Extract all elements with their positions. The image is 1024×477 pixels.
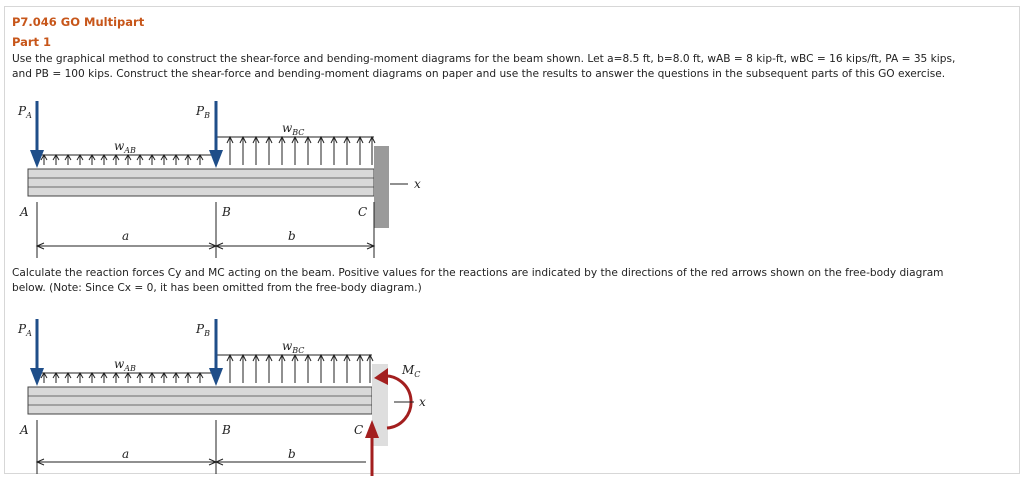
fixed-wall-support xyxy=(374,146,389,228)
beam xyxy=(28,387,372,414)
load-wab-label: $w_{AB}$ xyxy=(114,139,136,155)
beam-diagram xyxy=(10,98,430,260)
distributed-load-ab xyxy=(38,373,215,383)
point-load-pa-label: $P_A$ xyxy=(18,104,32,120)
length-b-label: b xyxy=(288,447,296,461)
beam xyxy=(28,169,374,196)
dimension-line xyxy=(37,243,374,249)
problem-title: P7.046 GO Multipart xyxy=(12,15,145,29)
length-b-label: b xyxy=(288,229,296,243)
free-body-diagram-svg xyxy=(10,316,430,476)
point-c-label: C xyxy=(354,423,364,437)
point-load-pb-label: $P_B$ xyxy=(196,104,210,120)
distributed-load-ab xyxy=(38,155,215,165)
question-text xyxy=(12,266,944,296)
length-a-label: a xyxy=(122,229,130,243)
part-heading: Part 1 xyxy=(12,35,52,49)
point-b-label: B xyxy=(222,423,231,437)
load-wbc-label: $w_{BC}$ xyxy=(282,339,305,355)
load-wab-label: $w_{AB}$ xyxy=(114,357,136,373)
problem-statement xyxy=(12,52,955,82)
point-c-label: C xyxy=(358,205,368,219)
point-b-label: B xyxy=(222,205,231,219)
beam-diagram-svg xyxy=(10,98,430,260)
length-a-label: a xyxy=(122,447,130,461)
point-load-pb-arrow xyxy=(209,319,223,386)
problem-statement-line-2: and PB = 100 kips. Construct the shear-force and bending-moment diagrams on paper and use the results to answer the questions in the subsequent parts of this GO exercise. xyxy=(12,68,946,80)
point-a-label: A xyxy=(20,205,29,219)
distributed-load-bc xyxy=(216,137,375,165)
point-load-pa-label: $P_A$ xyxy=(18,322,32,338)
distributed-load-bc xyxy=(216,355,373,383)
load-wbc-label: $w_{BC}$ xyxy=(282,121,305,137)
point-a-label: A xyxy=(20,423,29,437)
moment-mc-label: $M_C$ xyxy=(402,363,421,379)
dimension-line xyxy=(37,459,366,465)
point-load-pb-label: $P_B$ xyxy=(196,322,210,338)
problem-statement-line-1: Use the graphical method to construct the shear-force and bending-moment diagrams for the beam shown. Let a=8.5 ft, b=8.0 ft, wAB = 8 kip-ft, wBC = 16 kips/ft, PA = 35 kips, xyxy=(12,53,956,65)
question-line-2: below. (Note: Since Cx = 0, it has been omitted from the free-body diagram.) xyxy=(12,282,422,294)
point-load-pb-arrow xyxy=(209,101,223,168)
x-axis-label: x xyxy=(414,177,421,191)
x-axis-label: x xyxy=(419,395,426,409)
question-line-1: Calculate the reaction forces Cy and MC acting on the beam. Positive values for the reactions are indicated by the directions of the red arrows shown on the free-body diagram xyxy=(12,267,944,279)
free-body-diagram xyxy=(10,316,430,476)
